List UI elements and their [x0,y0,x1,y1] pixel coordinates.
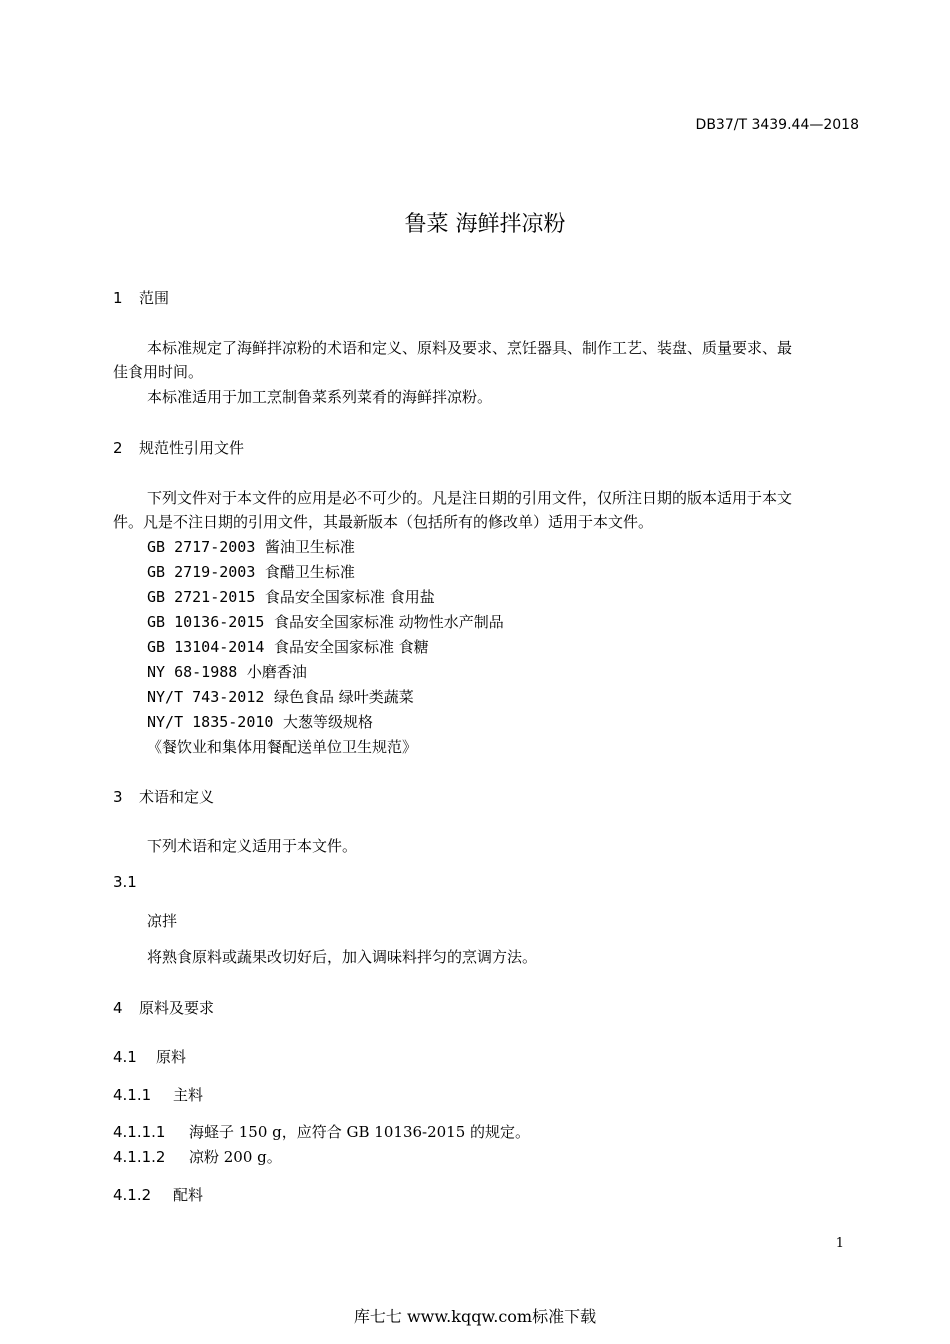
clause-item [113,1147,282,1167]
reference-item: GB 10136-2015 食品安全国家标准 动物性水产制品 [147,613,504,631]
section-title: 原料及要求 [139,999,215,1017]
clause-text: 凉粉 200 g。 [189,1148,282,1166]
section-title: 术语和定义 [139,788,215,806]
clause-number: 4.1.1.1 [113,1123,166,1141]
reference-item: 《餐饮业和集体用餐配送单位卫生规范》 [147,738,418,756]
standard-code: DB37/T 3439.44—2018 [695,117,859,133]
subsection-4-1-heading [113,1047,186,1067]
paragraph: 下列术语和定义适用于本文件。 [147,837,358,855]
subsection-number: 4.1 [113,1048,137,1066]
document-title: 鲁菜 海鲜拌凉粉 [404,212,566,237]
reference-item: GB 13104-2014 食品安全国家标准 食糖 [147,638,429,656]
subsection-title: 配料 [173,1186,204,1204]
subsection-number: 4.1.2 [113,1186,152,1204]
paragraph: 下列文件对于本文件的应用是必不可少的。凡是注日期的引用文件，仅所注日期的版本适用于本文 [147,489,793,507]
subsection-4-1-2-heading [113,1185,203,1205]
section-3-heading [113,787,214,807]
clause-item [113,1122,530,1142]
subsection-title: 主料 [173,1086,204,1104]
term-definition: 将熟食原料或蔬果改切好后，加入调味料拌匀的烹调方法。 [147,948,538,966]
section-number: 2 [113,439,123,457]
section-number: 1 [113,289,123,307]
paragraph: 本标准规定了海鲜拌凉粉的术语和定义、原料及要求、烹饪器具、制作工艺、装盘、质量要求、最 [147,339,793,357]
section-number: 3 [113,788,123,806]
subsection-number: 4.1.1 [113,1086,152,1104]
watermark-text: 库七七 www.kqqw.com标准下载 [353,1307,597,1326]
term: 凉拌 [147,912,178,930]
paragraph: 件。凡是不注日期的引用文件，其最新版本（包括所有的修改单）适用于本文件。 [113,513,654,531]
subsection-4-1-1-heading [113,1085,203,1105]
paragraph: 佳食用时间。 [113,363,204,381]
reference-item: NY 68-1988 小磨香油 [147,663,307,681]
section-title: 范围 [139,289,170,307]
section-number: 4 [113,999,123,1017]
subsection-title: 原料 [156,1048,187,1066]
reference-item: GB 2717-2003 酱油卫生标准 [147,538,355,556]
reference-item: GB 2719-2003 食醋卫生标准 [147,563,355,581]
section-1-heading [113,288,169,308]
paragraph: 本标准适用于加工烹制鲁菜系列菜肴的海鲜拌凉粉。 [147,388,493,406]
clause-number: 4.1.1.2 [113,1148,166,1166]
reference-item: NY/T 1835-2010 大葱等级规格 [147,713,373,731]
section-4-heading [113,998,214,1018]
subsection-number: 3.1 [113,873,137,891]
section-title: 规范性引用文件 [139,439,245,457]
section-2-heading [113,438,244,458]
clause-text: 海蛏子 150 g，应符合 GB 10136-2015 的规定。 [189,1123,531,1141]
page-number: 1 [835,1236,844,1251]
reference-item: NY/T 743-2012 绿色食品 绿叶类蔬菜 [147,688,414,706]
reference-item: GB 2721-2015 食品安全国家标准 食用盐 [147,588,435,606]
